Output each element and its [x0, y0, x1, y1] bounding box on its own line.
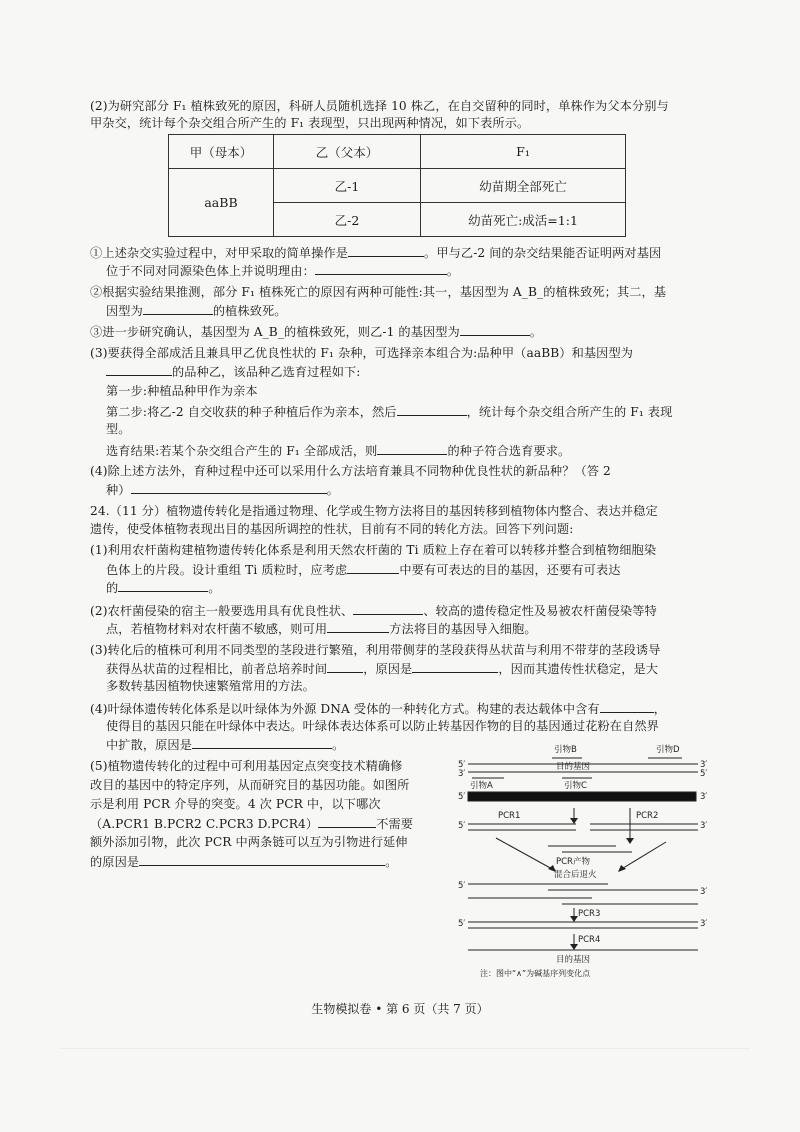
q23-sub3 — [90, 323, 542, 341]
q23-sub2-line2 — [106, 302, 287, 320]
answer-blank[interactable] — [327, 620, 389, 633]
q23-part3-line2 — [106, 363, 361, 381]
q24-part4-line2: 使得目的基因只能在叶绿体中表达。叶绿体表达体系可以防止转基因作物的目的基因通过花粉在自然界 — [106, 719, 659, 733]
text: 的 — [106, 581, 119, 595]
label-end-3: 3′ — [700, 821, 708, 831]
q24-part5-line6 — [90, 853, 397, 871]
text: 方法将目的基因导入细胞。 — [389, 622, 537, 636]
answer-blank[interactable] — [377, 442, 447, 455]
answer-blank[interactable] — [397, 403, 467, 416]
answer-blank[interactable] — [460, 323, 530, 336]
text: 中要有可表达的目的基因，还要有可表达 — [399, 563, 621, 577]
text: 位于不同对同源染色体上并说明理由： — [106, 264, 315, 278]
q23-part2-line2: 甲杂交，统计每个杂交组合所产生的 F₁ 表现型，只出现两种情况，如下表所示。 — [90, 116, 530, 130]
q23-step2-line2: 型。 — [106, 422, 131, 436]
answer-blank[interactable] — [412, 660, 498, 673]
text: 中扩散，原因是 — [106, 738, 193, 752]
label-end-5: 5′ — [458, 760, 466, 770]
q24-intro-line2: 遗传，使受体植物表现出目的基因所调控的性状，目前有不同的转化方法。回答下列问题: — [90, 522, 574, 536]
text: 。甲与乙-2 间的杂交结果能否证明两对基因 — [424, 246, 662, 260]
primer-c-label: 引物C — [564, 781, 587, 791]
q23-part3-line1: (3)要获得全部成活且兼具甲乙优良性状的 F₁ 杂种，可选择亲本组合为:品种甲（aaBB）和基因型为 — [90, 346, 634, 360]
q24-part3-line1: (3)转化后的植株可利用不同类型的茎段进行繁殖，利用带侧芽的茎段获得丛状苗与利用不带芽的茎段诱导 — [90, 643, 661, 657]
text: 点，若植物材料对农杆菌不敏感，则可用 — [106, 622, 328, 636]
q24-part3-line2 — [106, 660, 658, 678]
text: 、较高的遗传稳定性及易被农杆菌侵染等特 — [423, 604, 657, 618]
text: ③进一步研究确认，基因型为 A_B_的植株致死，则乙-1 的基因型为 — [90, 325, 460, 339]
pcr4-label: PCR4 — [578, 935, 601, 945]
cross-result-table — [168, 134, 626, 237]
label-end-5: 5′ — [458, 919, 466, 929]
q23-result — [106, 442, 570, 460]
q24-part1-line2 — [106, 561, 621, 579]
q24-part1-line3 — [106, 579, 221, 597]
text: 。 — [529, 325, 543, 339]
q23-sub1-line2 — [106, 262, 459, 280]
primer-d-label: 引物D — [656, 745, 680, 755]
pcr-product-label: PCR产物 — [556, 857, 590, 867]
text: 的品种乙，该品种乙选育过程如下: — [172, 365, 361, 379]
answer-blank[interactable] — [353, 602, 423, 615]
answer-blank[interactable] — [347, 561, 399, 574]
answer-blank[interactable] — [106, 363, 172, 376]
q24-part2-line1 — [90, 602, 657, 620]
target-gene-top-label: 目的基因 — [556, 762, 591, 772]
table-cell-f1-2: 幼苗死亡:成活=1:1 — [421, 203, 626, 237]
text: (4)叶绿体遗传转化体系是以叶绿体为外源 DNA 受体的一种转化方式。构建的表达载体中含有 — [90, 702, 600, 716]
q24-part5-line4 — [90, 815, 413, 833]
q24-part2-line2 — [106, 620, 537, 638]
answer-blank[interactable] — [192, 736, 332, 749]
bottom-divider — [60, 1048, 750, 1049]
text: 的植株致死。 — [212, 304, 287, 318]
q24-part5-line2: 改目的基因中的特定序列，从而研究目的基因功能。如图所 — [90, 778, 410, 792]
answer-blank[interactable] — [348, 244, 424, 257]
q24-part5-line5: 额外添加引物，此次 PCR 中两条链可以互为引物进行延伸 — [90, 835, 408, 849]
q24-part3-line3: 多数转基因植物快速繁殖常用的方法。 — [106, 679, 315, 693]
text: ，因而其遗传性状稳定，是大 — [498, 662, 659, 676]
table-header-father: 乙（父本） — [274, 135, 421, 169]
text: 选育结果:若某个杂交组合产生的 F₁ 全部成活，则 — [106, 444, 378, 458]
text: 因型为 — [106, 304, 143, 318]
answer-blank[interactable] — [139, 853, 385, 866]
label-end-3: 3′ — [700, 919, 708, 929]
page-footer: 生物模拟卷 • 第 6 页（共 7 页） — [311, 1002, 489, 1016]
text: 。 — [385, 855, 398, 869]
label-end-5: 5′ — [458, 881, 466, 891]
text: （A.PCR1 B.PCR2 C.PCR3 D.PCR4） — [90, 817, 319, 831]
q24-part5-line1: (5)植物遗传转化的过程中可利用基因定点突变技术精确修 — [90, 759, 403, 773]
table-header-f1: F₁ — [421, 135, 626, 169]
q24-part5-line3: 示是利用 PCR 介导的突变。4 次 PCR 中，以下哪次 — [90, 797, 381, 811]
answer-blank[interactable] — [118, 579, 208, 592]
answer-blank[interactable] — [318, 815, 376, 828]
text: ，原因是 — [363, 662, 413, 676]
label-end-3: 3′ — [700, 792, 708, 802]
text: 。 — [446, 264, 460, 278]
text: ， — [653, 702, 666, 716]
label-end-5: 5′ — [458, 821, 466, 831]
label-end-3: 3′ — [458, 769, 466, 779]
answer-blank[interactable] — [315, 262, 447, 275]
text: 色体上的片段。设计重组 Ti 质粒时，应考虑 — [106, 563, 348, 577]
q23-part4-line1: (4)除上述方法外，育种过程中还可以采用什么方法培育兼具不同物种优良性状的新品种？（答 2 — [90, 464, 611, 478]
figure-note: 注：图中“∧”为碱基序列变化点 — [480, 969, 591, 978]
q24-part4-line1 — [90, 700, 666, 718]
table-cell-mother-genotype: aaBB — [169, 169, 274, 237]
q24-intro-line1: 24.（11 分）植物遗传转化是指通过物理、化学或生物方法将目的基因转移到植物体内整合、表达并稳定 — [90, 504, 658, 518]
pcr1-label: PCR1 — [498, 811, 521, 821]
answer-blank[interactable] — [131, 481, 327, 494]
mix-anneal-label: 混合后退火 — [554, 870, 597, 880]
pcr2-label: PCR2 — [636, 811, 659, 821]
text: 。 — [208, 581, 221, 595]
label-end-5: 5′ — [700, 769, 708, 779]
q23-step1: 第一步:种植品种甲作为亲本 — [106, 384, 258, 398]
text: 不需要 — [376, 817, 414, 831]
text: 第二步:将乙-2 自交收获的种子种植后作为亲本，然后 — [106, 405, 397, 419]
answer-blank[interactable] — [327, 660, 363, 673]
q23-part4-line2 — [106, 481, 339, 499]
q23-part2-line1: (2)为研究部分 F₁ 植株致死的原因，科研人员随机选择 10 株乙，在自交留种的同时，单株作为父本分别与 — [90, 99, 669, 113]
label-end-5: 5′ — [458, 792, 466, 802]
answer-blank[interactable] — [143, 302, 213, 315]
label-end-3: 3′ — [700, 760, 708, 770]
table-cell-father-2: 乙-2 — [274, 203, 421, 237]
table-header-mother: 甲（母本） — [169, 135, 274, 169]
text: 种） — [106, 483, 131, 497]
q24-part4-line3 — [106, 736, 344, 754]
pcr3-label: PCR3 — [578, 909, 601, 919]
table-cell-f1-1: 幼苗期全部死亡 — [421, 169, 626, 203]
primer-a-label: 引物A — [470, 781, 493, 791]
answer-blank[interactable] — [600, 700, 654, 713]
text: 的种子符合选育要求。 — [447, 444, 571, 458]
text: (2)农杆菌侵染的宿主一般要选用具有优良性状、 — [90, 604, 354, 618]
text: ，统计每个杂交组合所产生的 F₁ 表现 — [466, 405, 673, 419]
pcr-mutagenesis-figure — [452, 738, 712, 983]
table-cell-father-1: 乙-1 — [274, 169, 421, 203]
q23-sub1-line1 — [90, 244, 661, 262]
q23-sub2-line1: ②根据实验结果推测，部分 F₁ 植株死亡的原因有两种可能性:其一，基因型为 A_B_的植株致死；其二，基 — [90, 285, 667, 299]
target-gene-bottom-label: 目的基因 — [556, 955, 591, 965]
q24-part1-line1: (1)利用农杆菌构建植物遗传转化体系是利用天然农杆菌的 Ti 质粒上存在着可以转移并整合到植物细胞染 — [90, 543, 657, 557]
label-end-3: 3′ — [700, 887, 708, 897]
text: ①上述杂交实验过程中，对甲采取的简单操作是 — [90, 246, 349, 260]
q23-step2-line1 — [106, 403, 672, 421]
text: 的原因是 — [90, 855, 140, 869]
text: 获得丛状苗的过程相比，前者总培养时间 — [106, 662, 328, 676]
text: 。 — [326, 483, 339, 497]
primer-b-label: 引物B — [554, 745, 577, 755]
text: 。 — [332, 738, 345, 752]
